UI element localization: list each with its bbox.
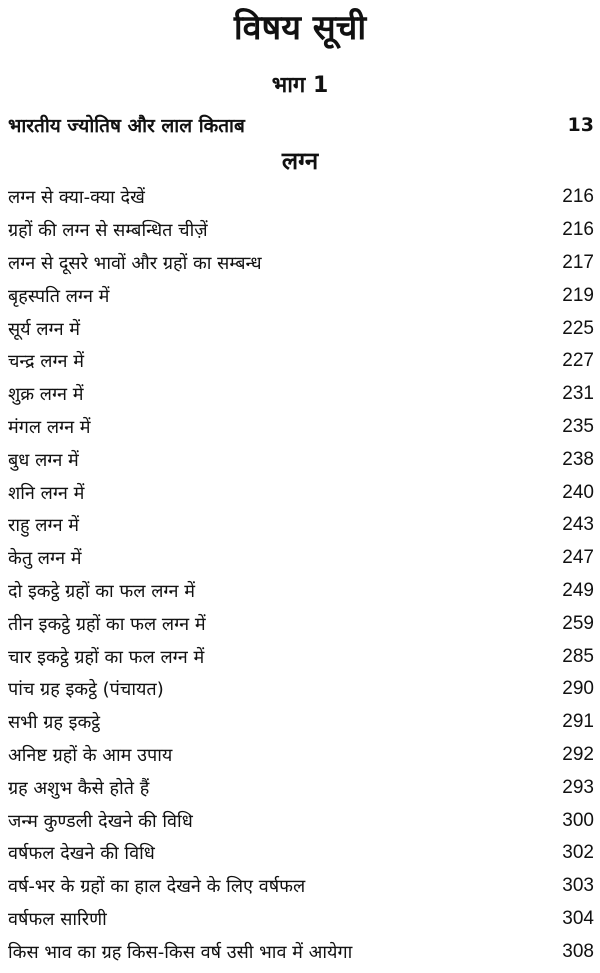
- toc-entry-first: [8, 110, 594, 140]
- toc-entry-label: वर्षफल देखने की विधि: [8, 843, 155, 865]
- toc-entry-page: 231: [562, 383, 594, 405]
- toc-entry-page: 235: [562, 415, 594, 437]
- toc-entry-page: 290: [562, 678, 594, 700]
- toc-entry-page: 13: [567, 114, 594, 136]
- toc-entry-label: शनि लग्न में: [8, 482, 85, 504]
- toc-entry: [8, 443, 594, 476]
- toc-entry-label: तीन इकट्ठे ग्रहों का फल लग्न में: [8, 613, 206, 635]
- toc-entry-label: राहु लग्न में: [8, 515, 80, 537]
- toc-entry-page: 217: [562, 251, 594, 273]
- toc-entry: [8, 247, 594, 280]
- toc-entry-page: 300: [562, 809, 594, 831]
- toc-entry-page: 249: [562, 579, 594, 601]
- toc-entry-page: 225: [562, 317, 594, 339]
- toc-entry-label: चन्द्र लग्न में: [8, 351, 85, 373]
- toc-entry: [8, 312, 594, 345]
- toc-entry-page: 293: [562, 776, 594, 798]
- toc-entry: [8, 279, 594, 312]
- page-title: विषय सूची: [233, 8, 367, 48]
- toc-entry-page: 216: [562, 186, 594, 208]
- toc-entry: [8, 673, 594, 706]
- toc-entry-page: 259: [562, 612, 594, 634]
- toc-entry-label: वर्षफल सारिणी: [8, 908, 107, 930]
- toc-entry-label: भारतीय ज्योतिष और लाल किताब: [8, 115, 245, 137]
- toc-entry: [8, 575, 594, 608]
- toc-entry-label: सूर्य लग्न में: [8, 318, 81, 340]
- toc-entry-label: शुक्र लग्न में: [8, 384, 84, 406]
- section-heading: लग्न: [281, 147, 319, 175]
- toc-entry: [8, 542, 594, 575]
- toc-entry-page: 291: [562, 711, 594, 733]
- toc-entry-page: 304: [562, 907, 594, 929]
- toc-entry: [8, 214, 594, 247]
- toc-entry-label: चार इकट्ठे ग्रहों का फल लग्न में: [8, 646, 205, 668]
- toc-entry: [8, 870, 594, 903]
- toc-entry: [8, 378, 594, 411]
- toc-entry: [8, 837, 594, 870]
- toc-entry: [8, 345, 594, 378]
- toc-entry-label: बृहस्पति लग्न में: [8, 285, 110, 307]
- toc-entry: [8, 607, 594, 640]
- toc-entry-label: ग्रह अशुभ कैसे होते हैं: [8, 777, 150, 799]
- toc-entry: [8, 804, 594, 837]
- toc-entry-page: 285: [562, 645, 594, 667]
- part-heading: भाग 1: [271, 73, 329, 98]
- toc-entry-label: सभी ग्रह इकट्ठे: [8, 712, 101, 734]
- toc-entry-label: बुध लग्न में: [8, 449, 79, 471]
- toc-entry-page: 240: [562, 481, 594, 503]
- toc-entry: [8, 771, 594, 804]
- toc-entry-page: 227: [562, 350, 594, 372]
- toc-entry: [8, 706, 594, 739]
- toc-entry-page: 292: [562, 743, 594, 765]
- toc-list: [8, 181, 594, 968]
- toc-entry-page: 243: [562, 514, 594, 536]
- toc-entry-label: अनिष्ट ग्रहों के आम उपाय: [8, 744, 173, 766]
- toc-entry-label: वर्ष-भर के ग्रहों का हाल देखने के लिए वर्षफल: [8, 876, 306, 898]
- toc-entry-page: 303: [562, 875, 594, 897]
- toc-entry-label: ग्रहों की लग्न से सम्बन्धित चीज़ें: [8, 220, 208, 242]
- toc-entry-label: लग्न से क्या-क्या देखें: [8, 187, 145, 209]
- toc-entry-label: किस भाव का ग्रह किस-किस वर्ष उसी भाव में आयेगा: [8, 941, 353, 963]
- toc-entry-page: 219: [562, 284, 594, 306]
- toc-entry: [8, 640, 594, 673]
- toc-entry-page: 216: [562, 219, 594, 241]
- toc-entry-label: जन्म कुण्डली देखने की विधि: [8, 810, 193, 832]
- toc-entry-label: केतु लग्न में: [8, 548, 82, 570]
- toc-entry-page: 302: [562, 842, 594, 864]
- toc-entry-label: दो इकट्ठे ग्रहों का फल लग्न में: [8, 580, 195, 602]
- toc-entry: [8, 476, 594, 509]
- toc-entry-page: 238: [562, 448, 594, 470]
- toc-entry-label: लग्न से दूसरे भावों और ग्रहों का सम्बन्ध: [8, 252, 262, 274]
- toc-entry-label: मंगल लग्न में: [8, 416, 91, 438]
- toc-entry: [8, 181, 594, 214]
- toc-entry: [8, 411, 594, 444]
- toc-entry: [8, 739, 594, 772]
- toc-entry: [8, 509, 594, 542]
- toc-entry: [8, 935, 594, 968]
- toc-entry-label: पांच ग्रह इकट्ठे (पंचायत): [8, 679, 164, 701]
- toc-entry-page: 308: [562, 940, 594, 962]
- toc-entry-page: 247: [562, 547, 594, 569]
- toc-entry: [8, 903, 594, 936]
